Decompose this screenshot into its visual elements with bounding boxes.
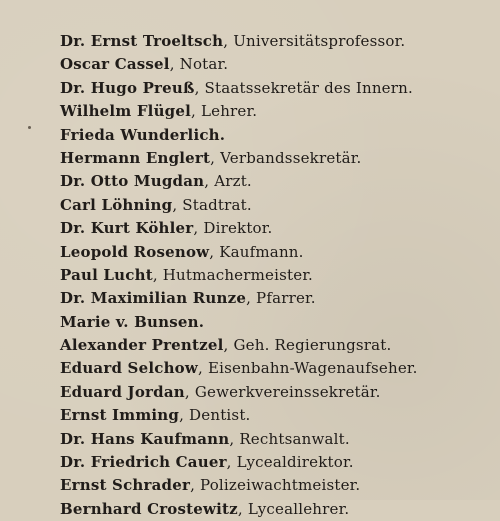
person-name: Hermann Englert (60, 148, 211, 167)
list-item (60, 30, 490, 53)
separator: , (229, 429, 240, 448)
person-name: Dr. Ernst Troeltsch (60, 32, 224, 50)
separator: , (204, 172, 215, 191)
separator: , (198, 359, 208, 378)
list-item (60, 124, 490, 147)
person-name: Dr. Hans Kaufmann (60, 429, 230, 448)
person-role: Lehrer. (200, 102, 258, 121)
person-name: Ernst Imming (60, 406, 180, 425)
person-name: Marie v. Bunsen. (60, 312, 205, 331)
list-item (60, 287, 490, 310)
person-role: Staatssekretär des Innern. (204, 78, 413, 97)
list-item (60, 404, 490, 427)
list-item (60, 100, 490, 123)
list-item (60, 334, 490, 357)
separator: , (193, 219, 204, 238)
person-role: Universitätsprofessor. (233, 32, 406, 50)
separator: , (152, 265, 163, 284)
separator: , (190, 476, 201, 495)
separator: , (226, 453, 237, 472)
list-item (60, 77, 490, 100)
list-item (60, 217, 490, 240)
person-role: Dentist. (189, 406, 251, 425)
person-role: Polizeiwachtmeister. (200, 476, 361, 495)
list-item (60, 311, 490, 334)
person-role: Hutmachermeister. (162, 265, 314, 284)
person-role: Direktor. (203, 219, 273, 238)
person-name: Eduard Selchow (60, 359, 198, 378)
person-name: Dr. Maximilian Runze (60, 289, 247, 308)
separator: , (194, 78, 205, 97)
person-name: Carl Löhning (60, 195, 173, 214)
list-item (60, 474, 490, 497)
person-role: Arzt. (214, 172, 252, 191)
separator: , (223, 336, 234, 355)
person-role: Stadtrat. (182, 195, 252, 214)
person-name: Dr. Kurt Köhler (60, 219, 194, 238)
list-item (60, 241, 490, 264)
person-name: Oscar Cassel (60, 55, 170, 74)
list-item (60, 170, 490, 193)
ink-speck (28, 126, 31, 129)
person-role: Lycealdirektor. (236, 453, 354, 472)
separator: , (237, 499, 248, 518)
person-role: Geh. Regierungsrat. (233, 336, 392, 355)
list-item (60, 498, 490, 521)
list-item (60, 147, 490, 170)
list-item (60, 381, 490, 404)
person-name: Dr. Hugo Preuß (60, 78, 195, 97)
separator: , (172, 195, 183, 214)
separator: , (184, 382, 195, 401)
person-role: Eisenbahn-Wagenaufseher. (207, 359, 418, 378)
person-role: Verbandssekretär. (220, 148, 362, 167)
list-item (60, 357, 490, 380)
person-name: Paul Lucht (60, 265, 153, 284)
name-list (60, 30, 490, 521)
person-name: Bernhard Crostewitz (60, 499, 238, 518)
separator: , (209, 242, 220, 261)
person-role: Rechtsanwalt. (239, 429, 350, 448)
separator: , (246, 289, 257, 308)
person-role: Gewerkvereinssekretär. (194, 382, 381, 401)
separator: , (191, 102, 201, 121)
person-role: Pfarrer. (256, 289, 316, 308)
person-name: Eduard Jordan (60, 382, 185, 401)
list-item (60, 194, 490, 217)
person-name: Ernst Schrader (60, 476, 191, 495)
list-item (60, 53, 490, 76)
person-name: Dr. Otto Mugdan (60, 172, 205, 191)
person-name: Frieda Wunderlich. (60, 125, 226, 144)
separator: , (210, 148, 221, 167)
person-name: Alexander Prentzel (60, 336, 224, 355)
list-item (60, 264, 490, 287)
person-name: Wilhelm Flügel (60, 102, 192, 121)
person-name: Dr. Friedrich Cauer (60, 453, 227, 472)
person-role: Notar. (179, 55, 229, 74)
separator: , (223, 32, 234, 50)
separator: , (169, 55, 180, 74)
person-role: Lyceallehrer. (247, 499, 350, 518)
person-role: Kaufmann. (219, 242, 304, 261)
list-item (60, 451, 490, 474)
list-item (60, 428, 490, 451)
person-name: Leopold Rosenow (60, 242, 210, 261)
separator: , (179, 406, 190, 425)
